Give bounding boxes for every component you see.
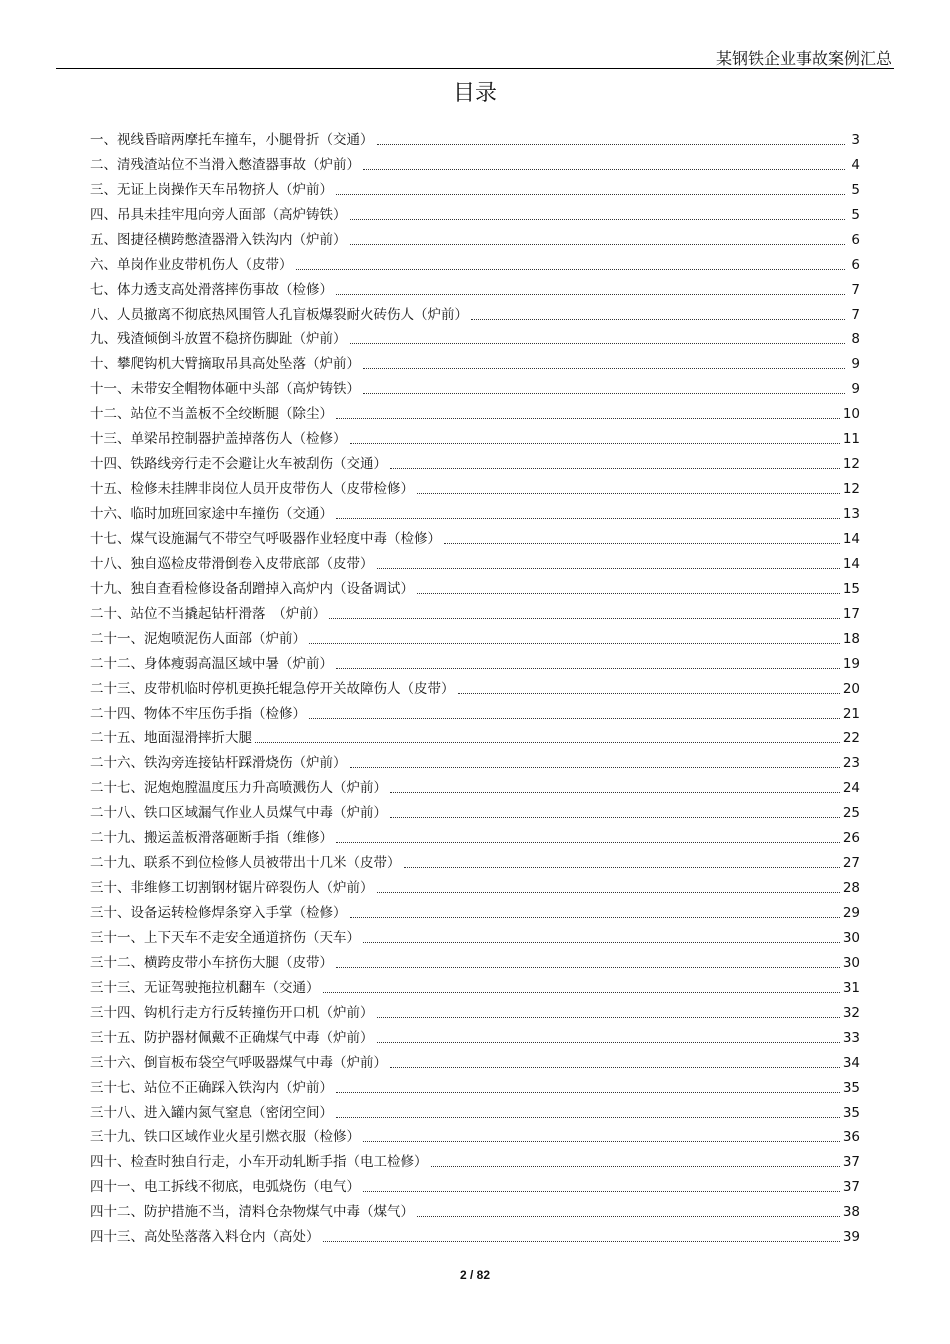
toc-entry-title: 三十二、横跨皮带小车挤伤大腿（皮带）: [90, 954, 333, 971]
toc-entry-title: 三十四、钩机行走方行反转撞伤开口机（炉前）: [90, 1004, 374, 1021]
toc-dot-leader: [323, 1241, 840, 1242]
toc-entry[interactable]: [90, 673, 860, 698]
toc-dot-leader: [336, 1117, 840, 1118]
toc-entry-title: 二十九、联系不到位检修人员被带出十几米（皮带）: [90, 855, 401, 872]
toc-dot-leader: [363, 1141, 840, 1142]
toc-entry-title: 十二、站位不当盖板不全绞断腿（除尘）: [90, 406, 333, 423]
toc-dot-leader: [363, 1191, 840, 1192]
toc-dot-leader: [363, 942, 840, 943]
toc-entry-title: 六、单岗作业皮带机伤人（皮带）: [90, 256, 293, 273]
toc-entry-title: 九、残渣倾倒斗放置不稳挤伤脚趾（炉前）: [90, 331, 347, 348]
toc-entry[interactable]: [90, 473, 860, 498]
toc-dot-leader: [404, 867, 840, 868]
toc-entry-title: 五、图捷径横跨憋渣器滑入铁沟内（炉前）: [90, 231, 347, 248]
toc-entry-title: 二十九、搬运盖板滑落砸断手指（维修）: [90, 830, 333, 847]
toc-entry[interactable]: [90, 747, 860, 772]
toc-entry[interactable]: [90, 972, 860, 997]
toc-entry-page: 37: [842, 1154, 860, 1171]
toc-entry[interactable]: [90, 1097, 860, 1122]
toc-entry-page: 12: [842, 456, 860, 473]
toc-dot-leader: [350, 219, 846, 220]
toc-entry-page: 29: [842, 905, 860, 921]
toc-dot-leader: [350, 343, 846, 344]
toc-entry[interactable]: [90, 1171, 860, 1196]
toc-dot-leader: [390, 1067, 840, 1068]
toc-entry[interactable]: [90, 723, 860, 748]
toc-dot-leader: [309, 718, 840, 719]
toc-entry-title: 四十三、高处坠落落入料仓内（高处）: [90, 1229, 320, 1246]
toc-entry-page: 18: [842, 630, 860, 647]
toc-dot-leader: [431, 1166, 840, 1167]
toc-entry-page: 8: [851, 331, 860, 348]
toc-entry[interactable]: [90, 448, 860, 473]
toc-entry-title: 十八、独自巡检皮带滑倒卷入皮带底部（皮带）: [90, 555, 374, 572]
toc-entry-title: 三十八、进入罐内氮气窒息（密闭空间）: [90, 1104, 333, 1121]
toc-dot-leader: [390, 817, 840, 818]
toc-entry-title: 十五、检修未挂牌非岗位人员开皮带伤人（皮带检修）: [90, 481, 414, 498]
toc-list: [90, 124, 860, 1246]
toc-entry[interactable]: [90, 947, 860, 972]
toc-dot-leader: [377, 1017, 840, 1018]
toc-entry-title: 八、人员撤离不彻底热风围管人孔盲板爆裂耐火砖伤人（炉前）: [90, 306, 468, 323]
toc-dot-leader: [350, 244, 846, 245]
toc-entry[interactable]: [90, 822, 860, 847]
toc-entry[interactable]: [90, 797, 860, 822]
toc-entry-page: 12: [842, 481, 860, 498]
toc-title: 目录: [452, 81, 497, 106]
toc-entry-title: 二十六、铁沟旁连接钻杆踩滑烧伤（炉前）: [90, 755, 347, 772]
toc-entry-page: 17: [842, 605, 860, 622]
toc-dot-leader: [471, 319, 845, 320]
toc-dot-leader: [350, 767, 840, 768]
toc-entry-title: 四十二、防护措施不当，清料仓杂物煤气中毒（煤气）: [90, 1204, 414, 1221]
toc-entry-title: 十六、临时加班回家途中车撞伤（交通）: [90, 506, 333, 522]
toc-entry[interactable]: [90, 772, 860, 797]
toc-entry[interactable]: [90, 648, 860, 673]
toc-dot-leader: [336, 967, 840, 968]
toc-dot-leader: [390, 792, 840, 793]
toc-entry[interactable]: [90, 199, 860, 224]
toc-entry[interactable]: [90, 423, 860, 448]
toc-entry-page: 26: [842, 830, 860, 847]
toc-entry[interactable]: [90, 324, 860, 349]
toc-entry[interactable]: [90, 398, 860, 423]
toc-dot-leader: [417, 593, 840, 594]
toc-entry[interactable]: [90, 623, 860, 648]
toc-entry-page: 38: [842, 1204, 860, 1221]
toc-entry[interactable]: [90, 348, 860, 373]
toc-dot-leader: [309, 643, 840, 644]
toc-entry-page: 34: [842, 1054, 860, 1071]
toc-entry-page: 4: [851, 156, 860, 173]
toc-dot-leader: [296, 269, 846, 270]
running-header: 某钢铁企业事故案例汇总: [715, 49, 892, 68]
toc-dot-leader: [377, 1042, 840, 1043]
toc-dot-leader: [336, 518, 840, 519]
toc-entry[interactable]: [90, 598, 860, 623]
toc-dot-leader: [417, 1216, 840, 1217]
toc-entry-title: 三十五、防护器材佩戴不正确煤气中毒（炉前）: [90, 1029, 374, 1046]
toc-entry-page: 39: [842, 1229, 860, 1246]
toc-entry-title: 七、体力透支高处滑落摔伤事故（检修）: [90, 281, 333, 298]
toc-entry-page: 6: [851, 231, 860, 248]
toc-dot-leader: [336, 1092, 840, 1093]
toc-dot-leader: [444, 543, 840, 544]
toc-entry-page: 35: [842, 1079, 860, 1096]
toc-entry-page: 9: [851, 356, 860, 373]
toc-entry-page: 30: [842, 954, 860, 971]
toc-entry[interactable]: [90, 922, 860, 947]
toc-entry-title: 四十、检查时独自行走，小车开动轧断手指（电工检修）: [90, 1154, 428, 1171]
toc-entry-page: 6: [851, 256, 860, 273]
toc-entry-page: 33: [842, 1029, 860, 1046]
toc-entry[interactable]: [90, 149, 860, 174]
toc-entry-page: 31: [842, 979, 860, 996]
toc-entry[interactable]: [90, 249, 860, 274]
toc-entry-title: 二十三、皮带机临时停机更换托辊急停开关故障伤人（皮带）: [90, 680, 455, 697]
toc-entry-page: 25: [842, 805, 860, 822]
toc-entry[interactable]: [90, 897, 860, 922]
toc-entry[interactable]: [90, 1221, 860, 1246]
toc-entry[interactable]: [90, 1146, 860, 1171]
toc-dot-leader: [336, 194, 845, 195]
toc-entry-page: 28: [842, 880, 860, 897]
toc-entry[interactable]: [90, 1196, 860, 1221]
toc-entry-page: 37: [842, 1179, 860, 1196]
toc-dot-leader: [255, 742, 840, 743]
toc-entry-page: 19: [842, 655, 860, 672]
toc-entry-title: 十四、铁路线旁行走不会避让火车被刮伤（交通）: [90, 456, 387, 473]
toc-entry[interactable]: [90, 1022, 860, 1047]
toc-dot-leader: [363, 368, 845, 369]
toc-entry-page: 36: [842, 1129, 860, 1146]
toc-entry-page: 3: [851, 131, 860, 148]
toc-entry[interactable]: [90, 523, 860, 548]
toc-dot-leader: [390, 468, 840, 469]
toc-dot-leader: [417, 493, 840, 494]
toc-dot-leader: [323, 992, 840, 993]
toc-entry-title: 三十、非维修工切割钢材锯片碎裂伤人（炉前）: [90, 880, 374, 897]
toc-entry-title: 十、攀爬钩机大臂摘取吊具高处坠落（炉前）: [90, 356, 360, 373]
toc-entry[interactable]: [90, 573, 860, 598]
toc-entry-page: 22: [842, 730, 860, 747]
toc-entry-page: 11: [842, 431, 860, 448]
toc-dot-leader: [336, 842, 840, 843]
toc-dot-leader: [363, 169, 845, 170]
toc-entry-title: 三、无证上岗操作天车吊物挤人（炉前）: [90, 181, 333, 198]
toc-entry-page: 5: [851, 181, 860, 198]
toc-entry-page: 35: [842, 1104, 860, 1121]
toc-entry-title: 一、视线昏暗两摩托车撞车，小腿骨折（交通）: [90, 131, 374, 148]
toc-entry-title: 二十四、物体不牢压伤手指（检修）: [90, 705, 306, 722]
toc-entry-title: 二十、站位不当撬起钻杆滑落 （炉前）: [90, 605, 327, 622]
toc-entry-page: 27: [842, 855, 860, 872]
toc-entry-title: 三十三、无证驾驶拖拉机翻车（交通）: [90, 979, 320, 996]
toc-entry-title: 二十二、身体瘦弱高温区域中暑（炉前）: [90, 655, 333, 672]
toc-entry-page: 7: [851, 281, 860, 298]
toc-entry[interactable]: [90, 847, 860, 872]
toc-dot-leader: [377, 892, 840, 893]
toc-entry-page: 7: [851, 306, 860, 323]
toc-entry[interactable]: [90, 498, 860, 523]
toc-entry[interactable]: [90, 872, 860, 897]
toc-entry-title: 十三、单梁吊控制器护盖掉落伤人（检修）: [90, 431, 347, 448]
page-indicator: 2 / 82: [459, 1268, 491, 1282]
toc-entry-title: 二、清残渣站位不当滑入憋渣器事故（炉前）: [90, 156, 360, 173]
toc-entry[interactable]: [90, 274, 860, 299]
toc-dot-leader: [336, 294, 845, 295]
toc-entry-page: 14: [842, 555, 860, 572]
toc-entry-page: 24: [842, 780, 860, 797]
toc-entry-page: 13: [842, 506, 860, 522]
toc-entry-title: 十七、煤气设施漏气不带空气呼吸器作业轻度中毒（检修）: [90, 530, 441, 547]
toc-entry-title: 二十一、泥炮喷泥伤人面部（炉前）: [90, 630, 306, 647]
toc-dot-leader: [350, 917, 840, 918]
toc-entry-page: 21: [842, 705, 860, 722]
toc-dot-leader: [336, 418, 840, 419]
toc-entry-title: 二十八、铁口区域漏气作业人员煤气中毒（炉前）: [90, 805, 387, 822]
toc-entry[interactable]: [90, 1122, 860, 1147]
toc-entry-title: 三十九、铁口区域作业火星引燃衣服（检修）: [90, 1129, 360, 1146]
toc-dot-leader: [336, 668, 840, 669]
toc-dot-leader: [350, 443, 840, 444]
toc-entry[interactable]: [90, 373, 860, 398]
toc-entry-page: 30: [842, 929, 860, 946]
toc-entry-title: 三十七、站位不正确踩入铁沟内（炉前）: [90, 1079, 333, 1096]
toc-entry-page: 32: [842, 1004, 860, 1021]
toc-entry-page: 20: [842, 680, 860, 697]
toc-dot-leader: [329, 618, 840, 619]
toc-entry-page: 15: [842, 580, 860, 597]
toc-entry-page: 14: [842, 530, 860, 547]
toc-entry[interactable]: [90, 174, 860, 199]
toc-entry-title: 十九、独自查看检修设备刮蹭掉入高炉内（设备调试）: [90, 580, 414, 597]
toc-entry[interactable]: [90, 548, 860, 573]
toc-entry[interactable]: [90, 698, 860, 723]
toc-dot-leader: [377, 568, 840, 569]
header-rule: [56, 68, 894, 69]
toc-entry[interactable]: [90, 997, 860, 1022]
toc-entry-title: 十一、未带安全帽物体砸中头部（高炉铸铁）: [90, 381, 360, 398]
toc-entry-page: 10: [842, 406, 860, 423]
toc-dot-leader: [458, 693, 840, 694]
toc-entry-title: 四、吊具未挂牢甩向旁人面部（高炉铸铁）: [90, 206, 347, 223]
toc-entry-title: 四十一、电工拆线不彻底，电弧烧伤（电气）: [90, 1179, 360, 1196]
toc-entry[interactable]: [90, 224, 860, 249]
toc-entry-page: 23: [842, 755, 860, 772]
toc-entry[interactable]: [90, 124, 860, 149]
toc-entry-title: 二十五、地面湿滑摔折大腿: [90, 730, 252, 747]
toc-entry[interactable]: [90, 1047, 860, 1072]
toc-dot-leader: [363, 393, 845, 394]
toc-entry-title: 三十六、倒盲板布袋空气呼吸器煤气中毒（炉前）: [90, 1054, 387, 1071]
toc-entry-title: 三十、设备运转检修焊条穿入手掌（检修）: [90, 905, 347, 921]
toc-entry-title: 二十七、泥炮炮膛温度压力升高喷溅伤人（炉前）: [90, 780, 387, 797]
toc-entry-page: 9: [851, 381, 860, 398]
toc-entry-title: 三十一、上下天车不走安全通道挤伤（天车）: [90, 929, 360, 946]
toc-entry-page: 5: [851, 206, 860, 223]
toc-entry[interactable]: [90, 1072, 860, 1097]
toc-dot-leader: [377, 144, 846, 145]
toc-entry[interactable]: [90, 299, 860, 324]
